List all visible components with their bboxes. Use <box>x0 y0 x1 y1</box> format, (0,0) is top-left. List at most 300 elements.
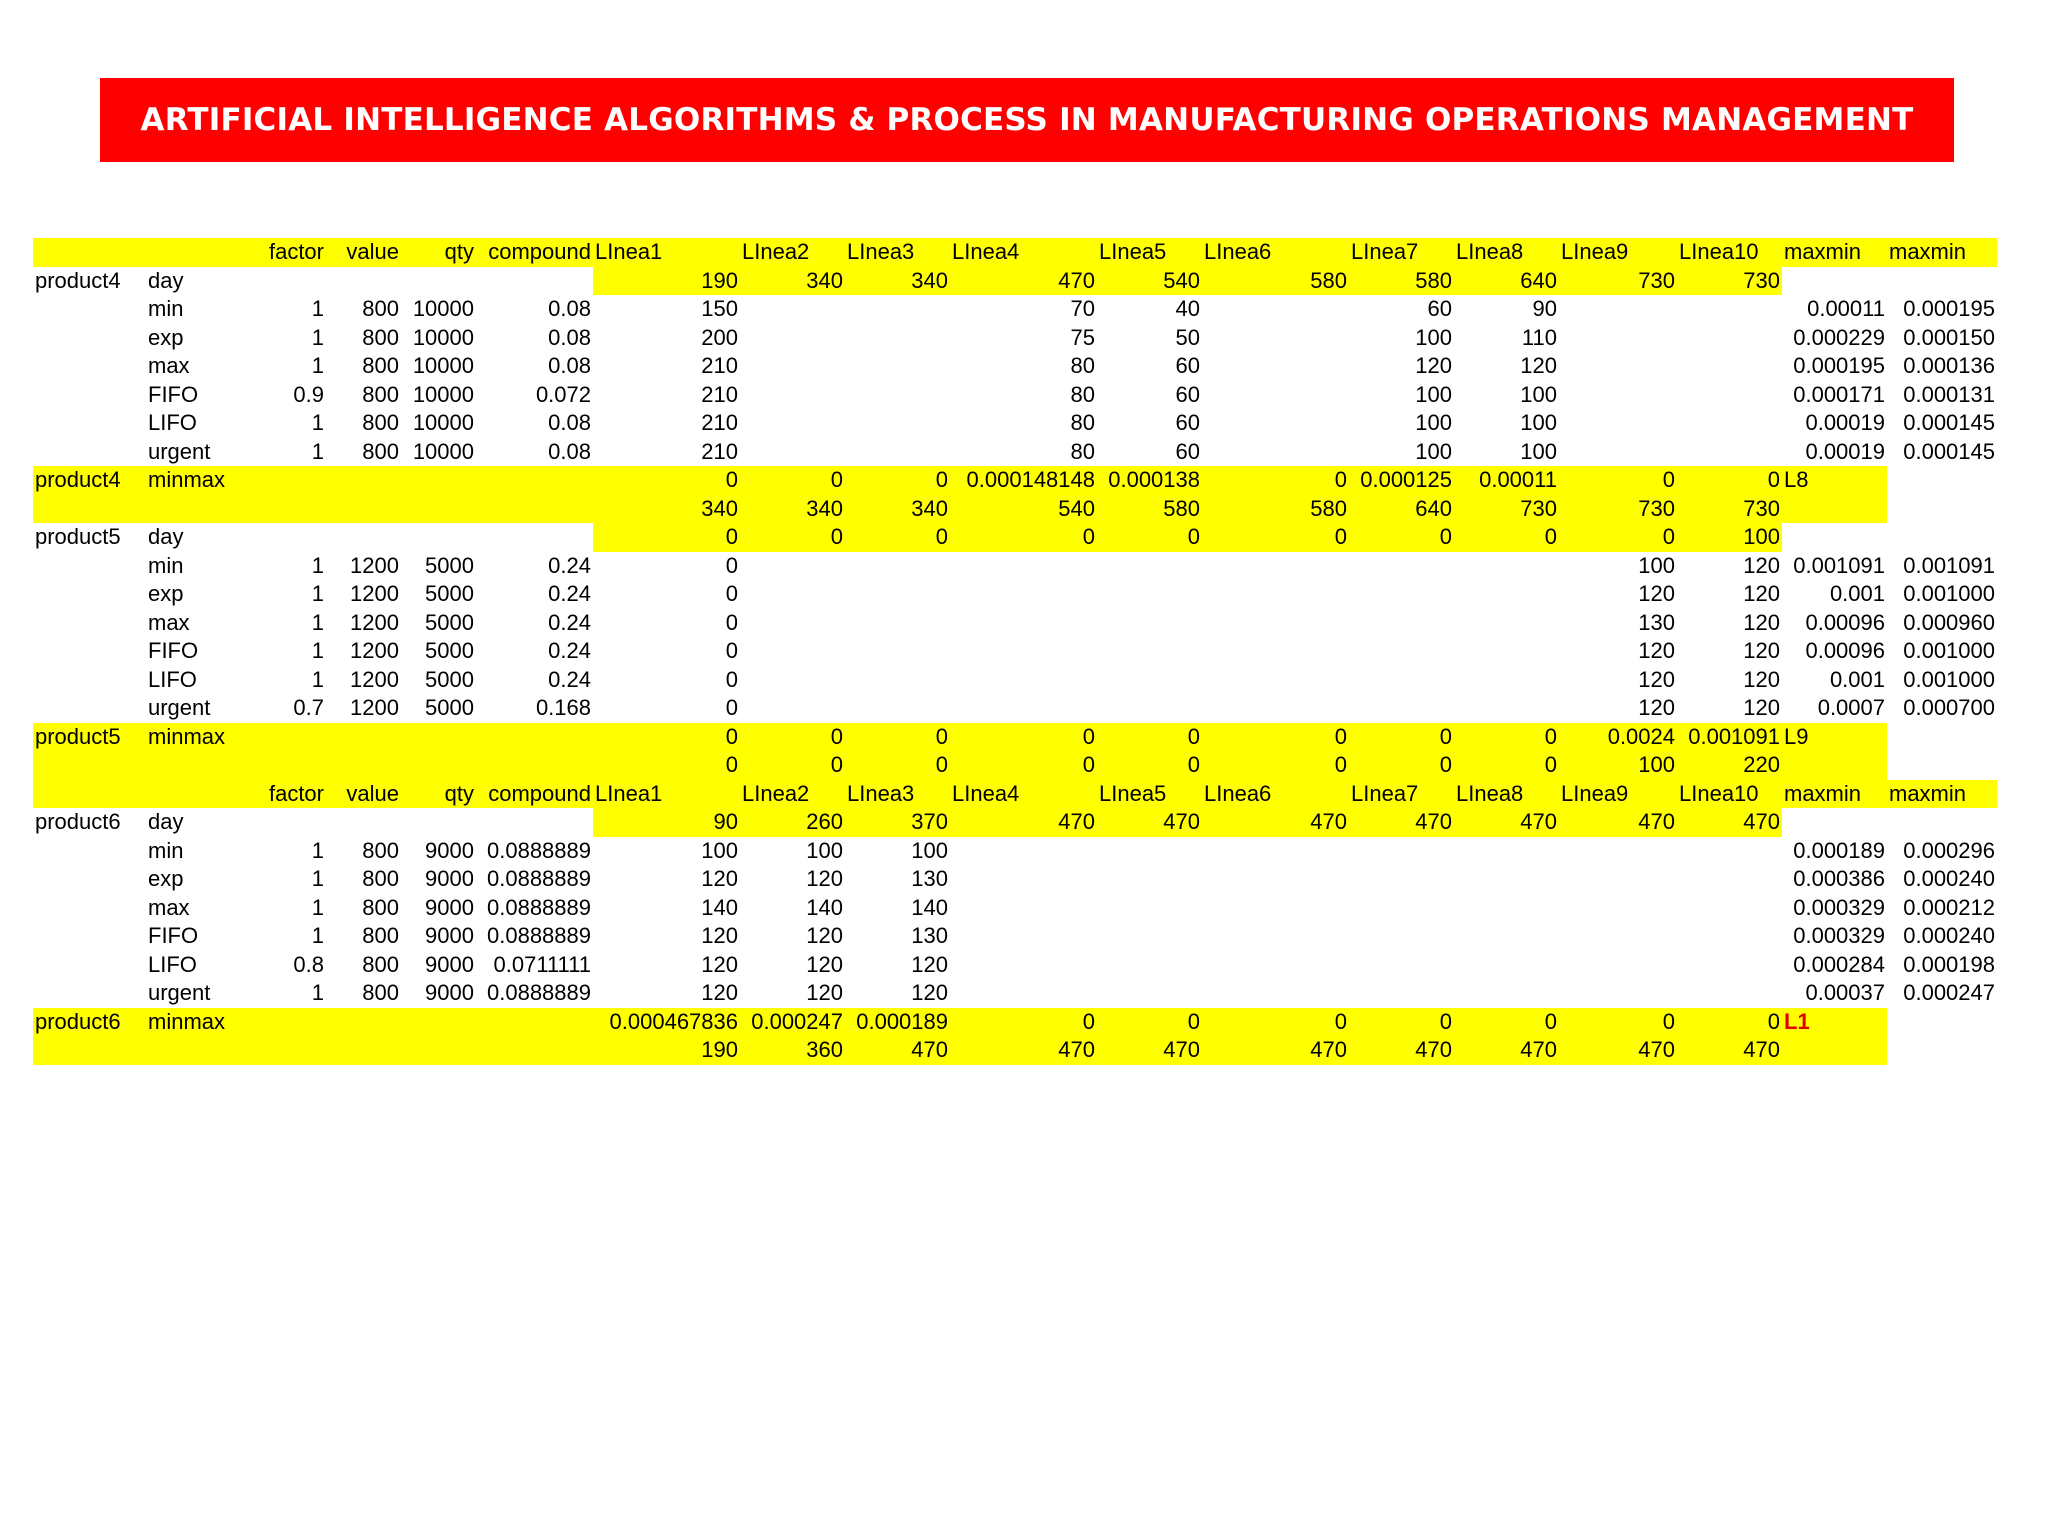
table-cell: 0.000171 <box>1793 381 1885 407</box>
table-cell <box>1454 979 1559 1008</box>
table-cell: 1200 <box>350 695 399 720</box>
table-cell: 0.000229 <box>1793 324 1885 350</box>
table-cell: 130 <box>911 866 948 891</box>
table-cell: 90 <box>593 808 740 837</box>
table-cell <box>1559 352 1677 381</box>
table-cell <box>33 552 146 581</box>
table-cell: 5000 <box>425 638 474 663</box>
table-cell: 0 <box>1559 1008 1677 1037</box>
table-cell <box>1349 865 1454 894</box>
table-cell: 0.000240 <box>1903 866 1995 891</box>
table-row-normal <box>33 894 1997 923</box>
table-cell: 0 <box>1202 751 1349 780</box>
table-cell: 0.000296 <box>1903 837 1995 863</box>
table-cell <box>1097 637 1202 666</box>
table-cell: 10000 <box>412 410 474 435</box>
table-row-normal <box>33 609 1997 638</box>
table-cell: 210 <box>701 353 738 378</box>
table-cell <box>33 751 146 780</box>
table-cell: 0.00019 <box>1805 410 1885 435</box>
table-cell: 0.0888889 <box>487 980 591 1005</box>
table-cell: compound <box>476 780 593 809</box>
table-cell: LInea3 <box>845 238 950 267</box>
table-cell: product6 <box>33 1008 146 1037</box>
table-cell <box>401 723 476 752</box>
table-cell: 0 <box>1677 466 1782 495</box>
table-cell <box>251 808 326 837</box>
table-row-normal <box>33 381 1997 410</box>
table-cell: factor <box>251 780 326 809</box>
table-cell: 0 <box>1349 751 1454 780</box>
table-cell: 75 <box>1070 324 1095 350</box>
table-cell: 0.0888889 <box>487 923 591 948</box>
table-cell: 60 <box>1175 381 1200 407</box>
table-cell: 0.00019 <box>1805 438 1885 464</box>
table-cell: 60 <box>1175 438 1200 464</box>
table-cell: FIFO <box>148 381 199 407</box>
table-cell: 340 <box>593 495 740 524</box>
table-cell: 0 <box>1097 523 1202 552</box>
table-cell <box>1677 837 1782 866</box>
table-cell: LInea2 <box>740 780 845 809</box>
table-cell: max <box>148 353 190 378</box>
table-cell: exp <box>148 581 184 606</box>
table-cell: 0.08 <box>548 324 591 350</box>
table-cell: 340 <box>845 495 950 524</box>
table-cell: minmax <box>146 466 251 495</box>
table-cell: 80 <box>1070 381 1095 407</box>
table-cell: 80 <box>1070 410 1095 435</box>
table-cell: 10000 <box>412 353 474 378</box>
table-cell: 0 <box>725 695 738 720</box>
table-cell <box>33 381 146 410</box>
table-cell: 100 <box>1415 410 1452 435</box>
table-cell <box>1559 922 1677 951</box>
table-cell: 110 <box>1521 324 1557 350</box>
table-cell <box>401 1036 476 1065</box>
table-cell: 0.0024 <box>1559 723 1677 752</box>
table-cell: 0.000467836 <box>593 1008 740 1037</box>
table-cell <box>476 723 593 752</box>
table-cell: day <box>148 809 184 834</box>
table-cell: 470 <box>950 1036 1097 1065</box>
table-cell <box>1887 1036 1997 1065</box>
table-row-normal <box>33 438 1997 467</box>
table-cell <box>1202 951 1349 980</box>
table-cell: L9 <box>1782 723 1887 752</box>
table-cell: 0 <box>1097 1008 1202 1037</box>
table-cell: 640 <box>1349 495 1454 524</box>
table-cell <box>476 751 593 780</box>
table-cell <box>1097 922 1202 951</box>
table-cell: 0 <box>1559 523 1677 552</box>
table-cell: 0.000212 <box>1903 894 1995 920</box>
table-cell <box>845 666 950 695</box>
table-cell <box>1677 922 1782 951</box>
table-cell <box>326 751 401 780</box>
table-cell <box>1349 951 1454 980</box>
table-cell <box>950 894 1097 923</box>
table-cell <box>251 1008 326 1037</box>
table-cell: 0 <box>845 751 950 780</box>
table-cell <box>1559 894 1677 923</box>
table-row-normal <box>33 922 1997 951</box>
table-cell <box>1887 523 1997 552</box>
table-cell <box>251 523 326 552</box>
table-cell <box>1782 808 1887 837</box>
spreadsheet-table <box>33 238 1997 1065</box>
table-cell: 470 <box>1202 808 1349 837</box>
table-cell <box>1202 979 1349 1008</box>
table-cell: 1 <box>311 353 324 378</box>
table-cell: 1 <box>311 666 324 692</box>
table-cell: 0.168 <box>535 695 591 720</box>
table-cell <box>1887 751 1997 780</box>
table-cell: 0.24 <box>548 552 591 578</box>
table-cell: 1200 <box>350 581 399 606</box>
table-cell: 0.00096 <box>1805 638 1885 663</box>
table-cell: 580 <box>1202 267 1349 296</box>
table-cell <box>950 979 1097 1008</box>
table-cell <box>1454 637 1559 666</box>
table-cell: 120 <box>1638 638 1675 663</box>
table-cell <box>740 666 845 695</box>
table-row-normal <box>33 979 1997 1008</box>
table-cell <box>845 324 950 353</box>
table-cell <box>33 1036 146 1065</box>
table-cell: 1 <box>311 438 324 464</box>
table-cell <box>33 637 146 666</box>
table-cell: 0.0888889 <box>487 894 591 920</box>
table-cell <box>401 495 476 524</box>
table-cell <box>740 637 845 666</box>
table-cell: 1 <box>311 552 324 578</box>
table-cell: 0.24 <box>548 609 591 635</box>
table-cell: 0 <box>1454 723 1559 752</box>
table-cell <box>1202 352 1349 381</box>
table-cell <box>1559 865 1677 894</box>
table-cell <box>950 637 1097 666</box>
table-cell: 0.8 <box>293 951 324 977</box>
table-cell: 0 <box>725 581 738 606</box>
table-cell: 0.000960 <box>1903 609 1995 635</box>
table-cell <box>1677 438 1782 467</box>
table-cell: 0.000189 <box>845 1008 950 1037</box>
table-cell: 0 <box>950 723 1097 752</box>
table-cell: 0 <box>725 552 738 578</box>
table-cell: 800 <box>362 438 399 464</box>
table-cell <box>1677 324 1782 353</box>
table-cell: 580 <box>1202 495 1349 524</box>
table-cell: 0 <box>950 523 1097 552</box>
table-cell <box>251 1036 326 1065</box>
table-cell: 120 <box>806 866 843 891</box>
table-cell <box>1887 466 1997 495</box>
table-cell <box>1559 979 1677 1008</box>
table-cell: 0.001091 <box>1793 552 1885 578</box>
table-cell: urgent <box>148 695 211 720</box>
table-cell: LInea6 <box>1202 780 1349 809</box>
table-cell: 340 <box>740 495 845 524</box>
table-cell: 0 <box>845 466 950 495</box>
table-cell <box>1202 894 1349 923</box>
table-cell <box>845 552 950 581</box>
table-cell <box>1349 694 1454 723</box>
table-cell: product4 <box>35 267 121 293</box>
table-cell: 0.0007 <box>1817 695 1885 720</box>
table-cell: LInea7 <box>1349 238 1454 267</box>
page-title: ARTIFICIAL INTELLIGENCE ALGORITHMS & PROCESS IN MANUFACTURING OPERATIONS MANAGEMENT <box>140 102 1914 138</box>
table-cell: 0.08 <box>548 296 591 321</box>
table-cell: 0.24 <box>548 581 591 606</box>
table-cell <box>1202 837 1349 866</box>
table-cell: 120 <box>806 951 843 977</box>
table-cell: 120 <box>806 980 843 1005</box>
table-cell <box>1202 552 1349 581</box>
table-cell <box>950 837 1097 866</box>
table-cell <box>1782 1036 1887 1065</box>
table-cell: 470 <box>845 1036 950 1065</box>
table-cell: 0.000329 <box>1793 923 1885 948</box>
table-cell: 0 <box>1202 1008 1349 1037</box>
table-cell: 1 <box>311 410 324 435</box>
table-cell <box>740 409 845 438</box>
table-cell <box>1097 837 1202 866</box>
table-row-normal <box>33 295 1997 324</box>
table-cell <box>845 438 950 467</box>
table-cell <box>1559 295 1677 324</box>
table-cell: 100 <box>1520 410 1557 435</box>
table-cell: 1 <box>311 923 324 948</box>
table-row-header <box>33 238 1997 267</box>
table-cell <box>1097 979 1202 1008</box>
table-cell: 800 <box>362 980 399 1005</box>
table-cell: 540 <box>1097 267 1202 296</box>
table-cell <box>401 808 476 837</box>
table-cell <box>740 694 845 723</box>
table-cell: LInea5 <box>1097 780 1202 809</box>
table-cell: 470 <box>1349 1036 1454 1065</box>
table-cell: factor <box>251 238 326 267</box>
table-cell: 9000 <box>425 951 474 977</box>
table-cell: 0.000150 <box>1903 324 1995 350</box>
table-cell <box>33 865 146 894</box>
table-cell <box>845 637 950 666</box>
table-cell: 0.000145 <box>1903 438 1995 464</box>
table-cell <box>33 352 146 381</box>
table-cell: 60 <box>1175 353 1200 378</box>
table-cell <box>950 580 1097 609</box>
table-cell <box>1202 666 1349 695</box>
table-cell <box>1202 609 1349 638</box>
table-cell: 470 <box>950 808 1097 837</box>
table-cell: 120 <box>1638 695 1675 720</box>
table-cell: 0.000131 <box>1903 381 1995 407</box>
table-cell: 9000 <box>425 980 474 1005</box>
table-cell: 0.001 <box>1829 666 1885 692</box>
table-row-normal <box>33 580 1997 609</box>
table-row-normal <box>33 694 1997 723</box>
table-cell <box>1887 808 1997 837</box>
table-cell: 470 <box>1454 808 1559 837</box>
table-cell: 50 <box>1175 324 1200 350</box>
table-cell <box>1454 951 1559 980</box>
table-cell <box>1782 523 1887 552</box>
table-cell: LInea1 <box>593 780 740 809</box>
table-cell: 0 <box>1202 466 1349 495</box>
table-cell <box>1202 865 1349 894</box>
table-cell <box>401 751 476 780</box>
table-cell <box>251 495 326 524</box>
table-row-normal <box>33 837 1997 866</box>
table-cell: 10000 <box>412 438 474 464</box>
table-cell: 800 <box>362 324 399 350</box>
table-cell: 0.00096 <box>1805 609 1885 635</box>
table-cell <box>740 381 845 410</box>
table-cell: 100 <box>701 837 738 863</box>
table-cell <box>950 666 1097 695</box>
table-cell <box>1559 438 1677 467</box>
table-cell: 470 <box>950 267 1097 296</box>
table-cell: 470 <box>1454 1036 1559 1065</box>
table-cell <box>1202 295 1349 324</box>
table-cell <box>33 979 146 1008</box>
table-cell: 120 <box>701 866 738 891</box>
table-cell: 0.000700 <box>1903 695 1995 720</box>
table-row-day <box>33 808 1997 837</box>
table-cell: urgent <box>148 438 211 464</box>
table-cell: 640 <box>1454 267 1559 296</box>
table-cell: 210 <box>701 410 738 435</box>
table-cell <box>1349 580 1454 609</box>
table-cell: 120 <box>1415 353 1452 378</box>
table-cell: product5 <box>35 524 121 549</box>
table-cell <box>1559 381 1677 410</box>
table-cell <box>1349 837 1454 866</box>
table-cell <box>33 894 146 923</box>
table-cell: 0 <box>593 466 740 495</box>
table-cell <box>1677 865 1782 894</box>
table-cell: 800 <box>362 353 399 378</box>
table-cell: 0 <box>1454 523 1559 552</box>
table-cell: 0.000195 <box>1903 296 1995 321</box>
table-cell: 0.7 <box>293 695 324 720</box>
table-cell: 120 <box>806 923 843 948</box>
table-cell <box>845 580 950 609</box>
table-cell: 470 <box>1677 1036 1782 1065</box>
table-cell: 60 <box>1175 410 1200 435</box>
table-cell: 0.000189 <box>1793 837 1885 863</box>
table-cell <box>1454 580 1559 609</box>
table-cell: 1200 <box>350 638 399 663</box>
table-cell <box>1677 409 1782 438</box>
table-cell: 10000 <box>412 296 474 321</box>
table-cell <box>1202 637 1349 666</box>
table-cell <box>326 1036 401 1065</box>
table-cell: 730 <box>1454 495 1559 524</box>
table-cell: 800 <box>362 296 399 321</box>
table-cell: product4 <box>33 466 146 495</box>
table-cell: 9000 <box>425 894 474 920</box>
table-cell <box>1097 694 1202 723</box>
table-cell: 150 <box>701 296 738 321</box>
table-cell: maxmin <box>1782 238 1887 267</box>
table-cell <box>401 267 476 296</box>
table-row-normal <box>33 409 1997 438</box>
table-cell: 0 <box>1454 1008 1559 1037</box>
table-cell: compound <box>476 238 593 267</box>
table-cell: 0 <box>1559 466 1677 495</box>
table-cell <box>1677 381 1782 410</box>
table-cell <box>1349 666 1454 695</box>
table-cell <box>326 723 401 752</box>
table-cell <box>950 609 1097 638</box>
table-cell <box>1454 922 1559 951</box>
table-cell <box>1349 552 1454 581</box>
table-cell: 0 <box>950 751 1097 780</box>
table-cell <box>146 1036 251 1065</box>
table-cell <box>1202 409 1349 438</box>
table-cell: 0 <box>950 1008 1097 1037</box>
table-cell: 0 <box>1677 1008 1782 1037</box>
table-cell: 730 <box>1559 495 1677 524</box>
table-cell: 0.001 <box>1829 581 1885 606</box>
table-cell <box>251 466 326 495</box>
table-cell: LInea9 <box>1559 780 1677 809</box>
table-cell <box>845 381 950 410</box>
table-cell: LIFO <box>148 410 197 435</box>
table-cell <box>1559 409 1677 438</box>
table-cell <box>950 694 1097 723</box>
table-cell: 100 <box>911 837 948 863</box>
table-cell: LIFO <box>148 666 197 692</box>
table-cell <box>1887 267 1997 296</box>
table-cell: LInea10 <box>1677 238 1782 267</box>
table-cell <box>476 808 593 837</box>
table-cell <box>326 808 401 837</box>
table-cell <box>1097 552 1202 581</box>
table-cell <box>1202 438 1349 467</box>
table-row-minmax <box>33 466 1997 495</box>
table-cell: 120 <box>1638 581 1675 606</box>
table-row-normal <box>33 552 1997 581</box>
table-cell: 800 <box>362 951 399 977</box>
table-cell: product5 <box>33 723 146 752</box>
table-cell: LInea1 <box>593 238 740 267</box>
table-cell <box>845 295 950 324</box>
table-cell: min <box>148 552 184 578</box>
table-cell: 9000 <box>425 837 474 863</box>
table-cell: 0.001000 <box>1903 666 1995 692</box>
table-cell: 0 <box>740 523 845 552</box>
table-cell: 0.000284 <box>1793 951 1885 977</box>
table-cell: value <box>326 238 401 267</box>
table-cell <box>146 238 251 267</box>
table-cell: 580 <box>1097 495 1202 524</box>
table-cell: 5000 <box>425 666 474 692</box>
table-row-minmax <box>33 1008 1997 1037</box>
table-cell: 0 <box>1349 523 1454 552</box>
table-cell: 90 <box>1532 296 1557 321</box>
table-cell <box>950 922 1097 951</box>
table-cell: 1 <box>311 324 324 350</box>
table-cell: 0.001000 <box>1903 581 1995 606</box>
table-cell <box>146 751 251 780</box>
table-cell: 80 <box>1070 353 1095 378</box>
table-cell <box>326 523 401 552</box>
table-cell <box>740 295 845 324</box>
table-cell: 340 <box>845 267 950 296</box>
